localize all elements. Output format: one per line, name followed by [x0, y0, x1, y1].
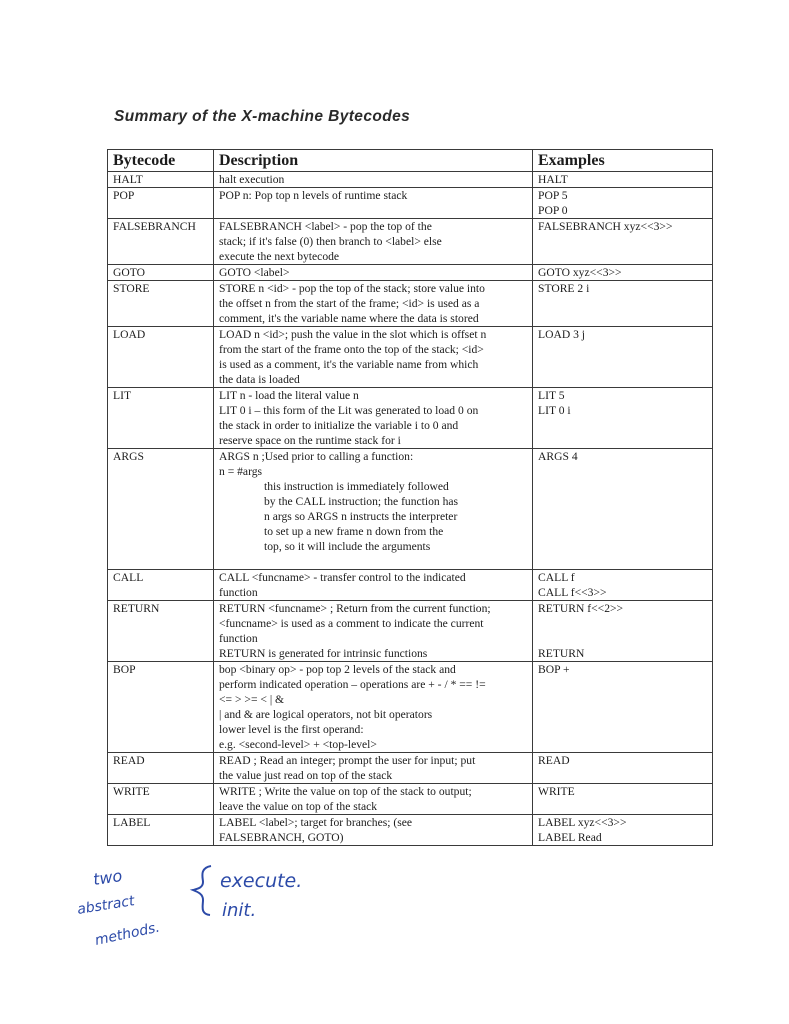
description-line: stack; if it's false (0) then branch to <label> else: [219, 235, 442, 248]
example-line: POP 0: [538, 204, 568, 217]
description-line: ARGS n ;Used prior to calling a function:: [219, 450, 414, 463]
example-line: ARGS 4: [538, 450, 578, 463]
description-line: top, so it will include the arguments: [264, 540, 431, 553]
example-line: READ: [538, 754, 570, 767]
example-line: BOP +: [538, 663, 570, 676]
description-line: CALL <funcname> - transfer control to the indicated: [219, 571, 466, 584]
example-line: LOAD 3 j: [538, 328, 586, 341]
description-line: leave the value on top of the stack: [219, 800, 378, 813]
description-line: RETURN <funcname> ; Return from the current function;: [219, 602, 491, 615]
description-line: reserve space on the runtime stack for i: [219, 434, 401, 447]
bytecode-cell: WRITE: [108, 784, 214, 815]
description-line: execute the next bytecode: [219, 250, 340, 263]
curly-brace-mark: [193, 866, 211, 915]
header-bytecode: Bytecode: [108, 150, 214, 172]
example-line: RETURN f<<2>>: [538, 602, 624, 615]
description-line: this instruction is immediately followed: [264, 480, 449, 493]
bytecode-cell: LABEL: [108, 815, 214, 846]
description-line: POP n: Pop top n levels of runtime stack: [219, 189, 408, 202]
header-description: Description: [214, 150, 533, 172]
header-examples: Examples: [533, 150, 713, 172]
description-line: RETURN is generated for intrinsic functions: [219, 647, 428, 660]
description-line: perform indicated operation – operations are + - / * == !=: [219, 678, 486, 691]
bytecode-cell: FALSEBRANCH: [108, 219, 214, 265]
description-line: the value just read on top of the stack: [219, 769, 393, 782]
description-line: e.g. <second-level> + <top-level>: [219, 738, 377, 751]
description-line: <= > >= < | &: [219, 693, 285, 706]
description-line: | and & are logical operators, not bit operators: [219, 708, 433, 721]
description-line: the data is loaded: [219, 373, 300, 386]
example-line: RETURN: [538, 647, 585, 660]
note-abstract: abstract: [76, 893, 136, 918]
description-line: function: [219, 632, 258, 645]
description-line: from the start of the frame onto the top of the stack; <id>: [219, 343, 484, 356]
bytecode-cell: STORE: [108, 281, 214, 327]
brace-note-execute: execute.: [220, 870, 303, 892]
description-line: STORE n <id> - pop the top of the stack; store value into: [219, 282, 485, 295]
description-line: LIT 0 i – this form of the Lit was generated to load 0 on: [219, 404, 479, 417]
example-line: GOTO xyz<<3>>: [538, 266, 622, 279]
example-line: LIT 5: [538, 389, 565, 402]
description-line: function: [219, 586, 258, 599]
description-line: the offset n from the start of the frame; <id> is used as a: [219, 297, 480, 310]
description-line: n args so ARGS n instructs the interpreter: [264, 510, 458, 523]
left-note: [76, 866, 161, 949]
description-line: halt execution: [219, 173, 285, 186]
brace-note-init: init.: [222, 900, 257, 921]
description-line: FALSEBRANCH <label> - pop the top of the: [219, 220, 432, 233]
description-line: <funcname> is used as a comment to indicate the current: [219, 617, 484, 630]
example-line: LABEL xyz<<3>>: [538, 816, 627, 829]
bytecode-cell: READ: [108, 753, 214, 784]
description-line: WRITE ; Write the value on top of the stack to output;: [219, 785, 472, 798]
description-line: is used as a comment, it's the variable name from which: [219, 358, 479, 371]
example-line: CALL f: [538, 571, 575, 584]
bytecode-cell: BOP: [108, 662, 214, 753]
description-line: lower level is the first operand:: [219, 723, 364, 736]
bytecode-cell: GOTO: [108, 265, 214, 281]
note-methods: methods.: [93, 919, 162, 949]
bytecode-cell: LOAD: [108, 327, 214, 388]
bytecode-cell: ARGS: [108, 449, 214, 570]
bytecode-cell: HALT: [108, 172, 214, 188]
note-two: two: [91, 866, 124, 889]
bytecode-cell: RETURN: [108, 601, 214, 662]
example-line: POP 5: [538, 189, 568, 202]
description-line: GOTO <label>: [219, 266, 290, 279]
example-line: WRITE: [538, 785, 575, 798]
example-line: FALSEBRANCH xyz<<3>>: [538, 220, 673, 233]
bytecode-cell: CALL: [108, 570, 214, 601]
example-line: STORE 2 i: [538, 282, 590, 295]
example-line: CALL f<<3>>: [538, 586, 607, 599]
description-line: bop <binary op> - pop top 2 levels of the stack and: [219, 663, 456, 676]
description-line: LABEL <label>; target for branches; (see: [219, 816, 413, 829]
description-line: LIT n - load the literal value n: [219, 389, 359, 402]
description-line: LOAD n <id>; push the value in the slot which is offset n: [219, 328, 487, 341]
bytecode-cell: POP: [108, 188, 214, 219]
example-line: HALT: [538, 173, 568, 186]
description-line: by the CALL instruction; the function has: [264, 495, 459, 508]
example-line: LIT 0 i: [538, 404, 571, 417]
page-title: Summary of the X-machine Bytecodes: [114, 108, 411, 125]
example-line: LABEL Read: [538, 831, 602, 844]
description-line: to set up a new frame n down from the: [264, 525, 444, 538]
description-line: n = #args: [219, 465, 263, 478]
description-line: READ ; Read an integer; prompt the user for input; put: [219, 754, 476, 767]
bytecode-cell: LIT: [108, 388, 214, 449]
description-line: FALSEBRANCH, GOTO): [219, 831, 344, 844]
description-line: comment, it's the variable name where the data is stored: [219, 312, 479, 325]
description-line: the stack in order to initialize the variable i to 0 and: [219, 419, 459, 432]
